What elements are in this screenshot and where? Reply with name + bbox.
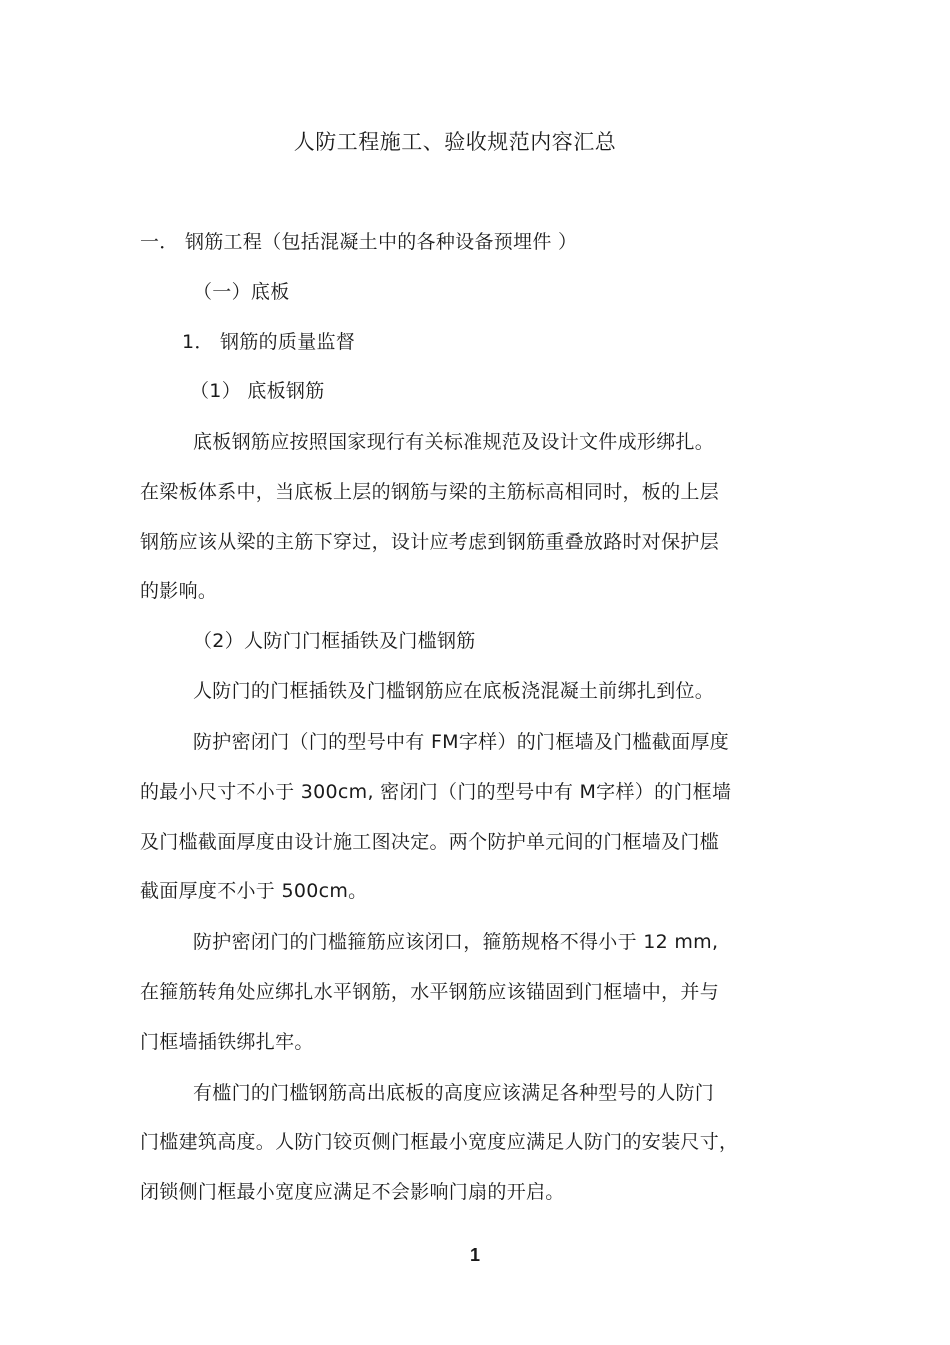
paragraph-line: 防护密闭门（门的型号中有 FM字样）的门框墙及门槛截面厚度 <box>193 731 730 753</box>
paragraph-line: 在梁板体系中，当底板上层的钢筋与梁的主筋标高相同时，板的上层 <box>140 481 720 503</box>
paragraph-line: 在箍筋转角处应绑扎水平钢筋，水平钢筋应该锚固到门框墙中，并与 <box>140 981 720 1003</box>
paragraph-line: 门槛建筑高度。人防门铰页侧门框最小宽度应满足人防门的安装尺寸， <box>140 1131 739 1153</box>
paragraph-line: 钢筋应该从梁的主筋下穿过，设计应考虑到钢筋重叠放路时对保护层 <box>140 531 720 553</box>
paragraph-line: 截面厚度不小于 500cm。 <box>140 880 368 902</box>
paragraph-line: 的最小尺寸不小于 300cm, 密闭门（门的型号中有 M字样）的门框墙 <box>140 781 732 803</box>
paragraph-line: 有槛门的门槛钢筋高出底板的高度应该满足各种型号的人防门 <box>193 1082 715 1104</box>
paragraph-line: 防护密闭门的门槛箍筋应该闭口，箍筋规格不得小于 12 mm, <box>193 931 719 953</box>
subitem-heading: （2）人防门门框插铁及门槛钢筋 <box>193 630 476 652</box>
item-heading: 1． 钢筋的质量监督 <box>182 331 356 353</box>
subitem-heading: （1） 底板钢筋 <box>190 380 325 402</box>
paragraph-line: 门框墙插铁绑扎牢。 <box>140 1031 314 1053</box>
document-title: 人防工程施工、验收规范内容汇总 <box>293 130 617 154</box>
paragraph-line: 闭锁侧门框最小宽度应满足不会影响门扇的开启。 <box>140 1181 565 1203</box>
paragraph-line: 的影响。 <box>140 580 218 602</box>
paragraph-line: 底板钢筋应按照国家现行有关标准规范及设计文件成形绑扎。 <box>193 431 715 453</box>
section-heading: 一． 钢筋工程（包括混凝土中的各种设备预埋件 ） <box>140 231 578 253</box>
subsection-heading: （一）底板 <box>193 281 290 303</box>
paragraph-line: 及门槛截面厚度由设计施工图决定。两个防护单元间的门框墙及门槛 <box>140 831 720 853</box>
paragraph-line: 人防门的门框插铁及门槛钢筋应在底板浇混凝土前绑扎到位。 <box>193 680 715 702</box>
page-number: 1 <box>469 1245 480 1265</box>
